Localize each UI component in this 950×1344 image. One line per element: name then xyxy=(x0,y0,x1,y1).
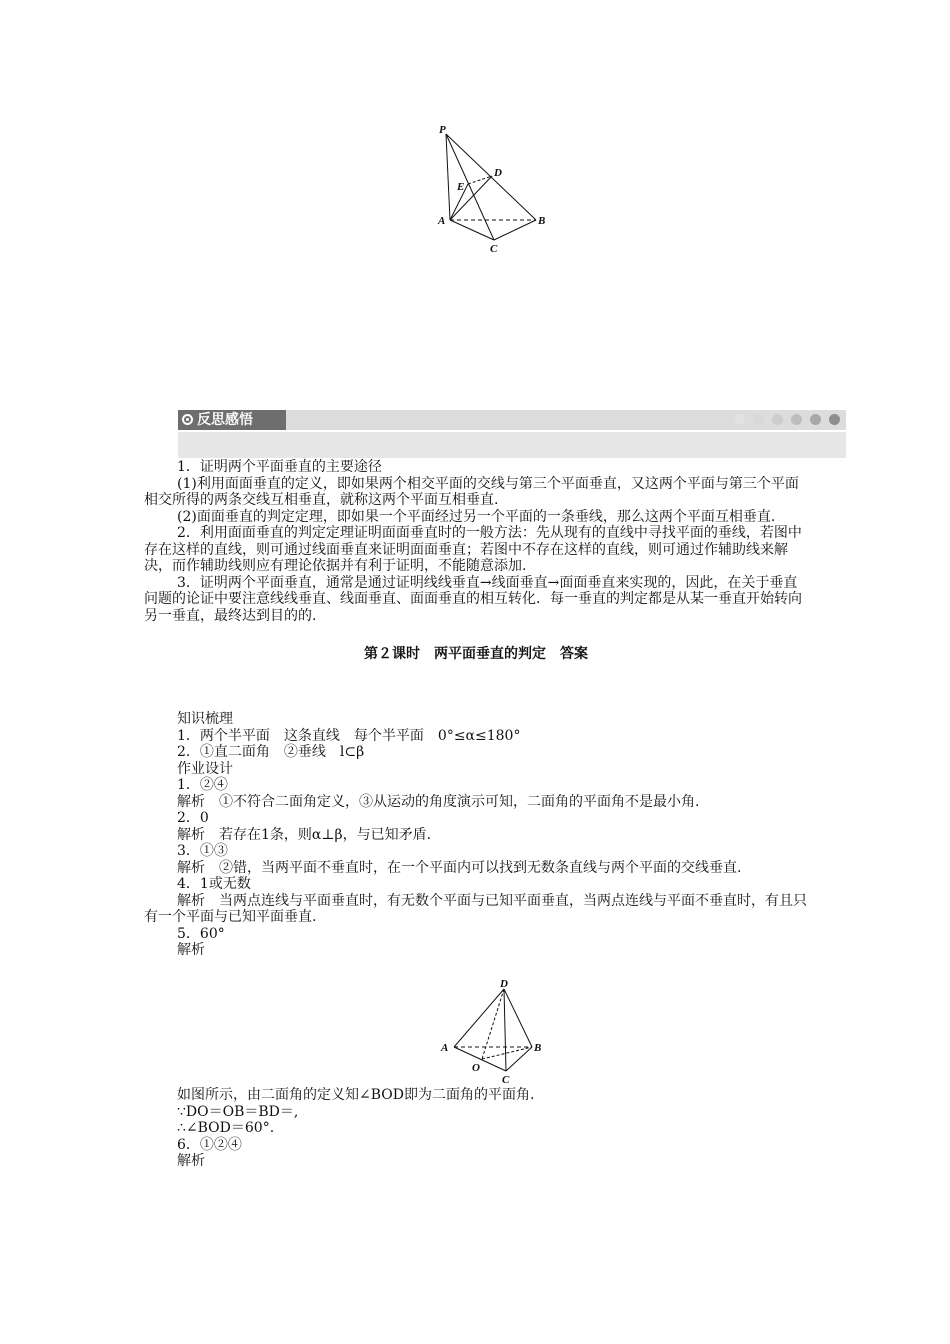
reflection-item: (1)利用面面垂直的定义，即如果两个相交平面的交线与第三个平面垂直，又这两个平面与第三个平面相交所得的两条交线互相垂直，就称这两个平面互相垂直. xyxy=(144,475,799,508)
answer-line: 解析 xyxy=(177,942,205,958)
answer-line: 5．60° xyxy=(177,925,225,942)
label-d: D xyxy=(494,167,502,179)
section-banner xyxy=(178,410,846,458)
label-a: A xyxy=(438,215,446,227)
label-b: B xyxy=(538,215,546,227)
reflection-item: 2．利用面面垂直的判定定理证明面面垂直时的一般方法：先从现有的直线中寻找平面的垂线，若图中存在这样的直线，则可通过线面垂直来证明面面垂直；若图中不存在这样的直线，则可通过作辅助线来解决，而作辅助线则应有理论依据并有利于证明，不能随意添加. xyxy=(144,525,802,574)
dot-icon xyxy=(734,414,745,425)
reflection-item: 1．证明两个平面垂直的主要途径 xyxy=(177,459,382,475)
answers-title: 第２课时 两平面垂直的判定 答案 xyxy=(364,646,588,662)
answer-line: 1．两个半平面 这条直线 每个半平面 0°≤α≤180° xyxy=(177,727,521,744)
label-c: C xyxy=(490,243,498,255)
answer-line: 解析 当两点连线与平面垂直时，有无数个平面与已知平面垂直，当两点连线与平面不垂直时，有且只有一个平面与已知平面垂直. xyxy=(144,892,807,925)
dot-icon xyxy=(772,414,783,425)
banner-label-text: 反思感悟 xyxy=(197,412,253,428)
reflection-item: (2)面面垂直的判定定理，即如果一个平面经过另一个平面的一条垂线，那么这两个平面互相垂直. xyxy=(177,508,776,525)
label-b: B xyxy=(534,1042,542,1054)
answer-line: 如图所示，由二面角的定义知∠BOD即为二面角的平面角. xyxy=(177,1087,535,1103)
answer-line: 解析 xyxy=(177,1153,205,1169)
target-icon xyxy=(182,414,193,425)
label-o: O xyxy=(472,1062,480,1074)
label-c: C xyxy=(502,1074,510,1086)
figure-pyramid-pabc xyxy=(430,120,560,260)
label-e: E xyxy=(457,181,465,193)
reflection-item: 3．证明两个平面垂直，通常是通过证明线线垂直→线面垂直→面面垂直来实现的，因此，在关于垂直问题的论证中要注意线线垂直、线面垂直、面面垂直的相互转化．每一垂直的判定都是从某一垂直开始转向另一垂直，最终达到目的的. xyxy=(144,574,802,624)
answer-line: 2．①直二面角 ②垂线 l⊂β xyxy=(177,744,365,760)
banner-dots xyxy=(734,414,840,425)
reflection-section xyxy=(144,459,808,681)
answer-line: 3．①③ xyxy=(177,843,228,859)
answers-section xyxy=(144,711,808,959)
dot-icon xyxy=(829,414,840,425)
dot-icon xyxy=(753,414,764,425)
dot-icon xyxy=(791,414,802,425)
dot-icon xyxy=(810,414,821,425)
answer-line: 6．①②④ xyxy=(177,1136,242,1153)
answer-line: 解析 ①不符合二面角定义，③从运动的角度演示可知，二面角的平面角不是最小角. xyxy=(177,793,700,810)
answer-line: 1．②④ xyxy=(177,777,228,793)
banner-bottom-bar xyxy=(178,432,846,458)
answer-line: 解析 ②错，当两平面不垂直时，在一个平面内可以找到无数条直线与两个平面的交线垂直. xyxy=(177,859,742,876)
answer-line: 作业设计 xyxy=(177,760,233,777)
label-d: D xyxy=(500,978,508,990)
answer-line: ∵DO＝OB＝BD＝, xyxy=(177,1103,299,1120)
answer-line: ∴∠BOD＝60°. xyxy=(177,1120,275,1136)
answer-line: 2．0 xyxy=(177,810,209,826)
figure-pyramid-dabc xyxy=(436,975,556,1090)
answer-line: 解析 若存在1条，则α⊥β，与已知矛盾. xyxy=(177,826,432,843)
banner-label xyxy=(178,410,286,430)
answer-line: 4．1或无数 xyxy=(177,876,251,892)
answers-section-continued xyxy=(144,1087,808,1170)
label-a: A xyxy=(441,1042,449,1054)
answer-line: 知识梳理 xyxy=(177,711,233,727)
label-p: P xyxy=(439,124,446,136)
